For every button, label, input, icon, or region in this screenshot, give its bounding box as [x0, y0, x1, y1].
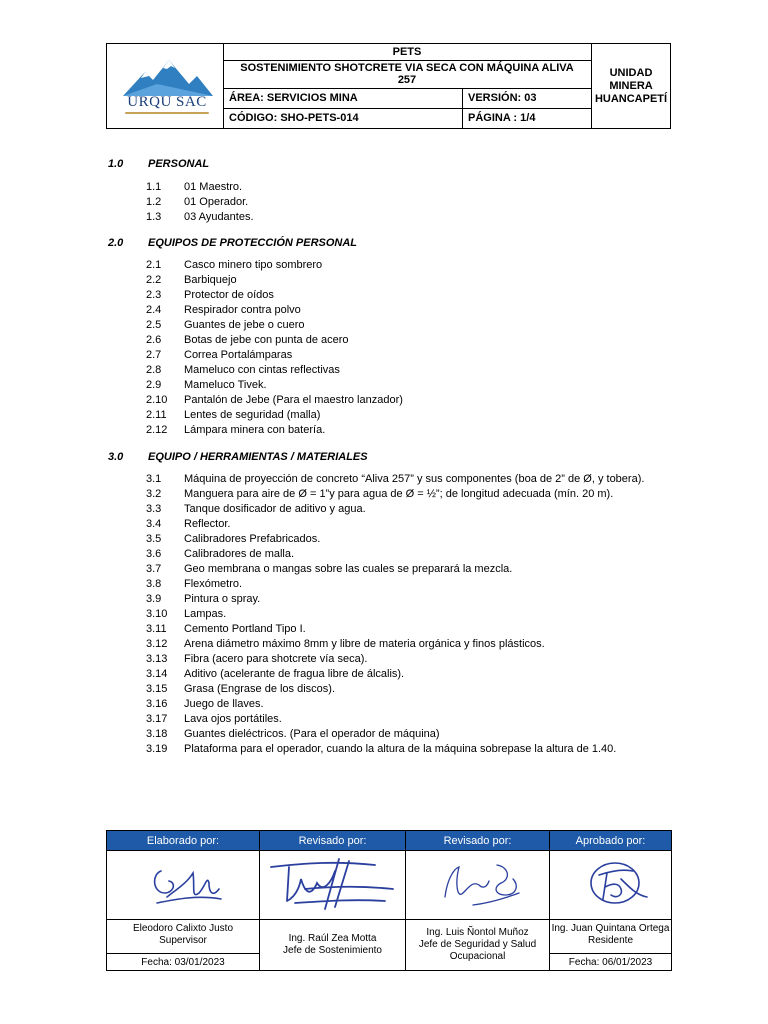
list-item: 1.2 01 Operador.	[146, 196, 249, 208]
section-1-title	[108, 158, 209, 170]
signature-date: Fecha: 03/01/2023	[141, 957, 225, 968]
signer-name: Ing. Juan Quintana Ortega	[551, 923, 670, 934]
signer-name-block	[550, 923, 671, 947]
signature-3-handwriting	[433, 853, 533, 917]
logo-text: URQU SAC	[127, 94, 207, 110]
signer-name: Ing. Luis Ñontol Muñoz	[426, 927, 529, 938]
list-item: 3.3 Tanque dosificador de aditivo y agua.	[146, 503, 366, 515]
list-item: 2.2 Barbiquejo	[146, 274, 237, 286]
list-item: 2.3 Protector de oídos	[146, 289, 274, 301]
document-title: SOSTENIMIENTO SHOTCRETE VIA SECA CON MÁQUINA ALIVA 257	[240, 62, 574, 86]
signature-role-header: Revisado por:	[406, 831, 549, 850]
list-item: 3.19 Plataforma para el operador, cuando la altura de la máquina sobrepase la altura de 1.40.	[146, 743, 617, 755]
section-2-list	[146, 258, 403, 438]
signature-role-header: Revisado por:	[260, 831, 405, 850]
signer-position: Jefe de Seguridad y Salud Ocupacional	[418, 939, 537, 962]
section-number: 2.0	[108, 237, 124, 249]
list-item: 3.15 Grasa (Engrase de los discos).	[146, 683, 336, 695]
section-number: 1.0	[108, 158, 124, 170]
list-item: 1.1 01 Maestro.	[146, 181, 243, 193]
signature-date: Fecha: 06/01/2023	[568, 957, 653, 968]
signer-position: Residente	[587, 935, 634, 946]
area-field: ÁREA: SERVICIOS MINA	[229, 92, 358, 104]
document-type: PETS	[392, 46, 422, 58]
section-3-list	[146, 472, 644, 757]
list-item: 3.9 Pintura o spray.	[146, 593, 261, 605]
page-field: PÁGINA : 1/4	[468, 112, 536, 124]
signer-name: Eleodoro Calixto Justo	[132, 923, 234, 934]
list-item: 3.8 Flexómetro.	[146, 578, 243, 590]
list-item: 3.7 Geo membrana o mangas sobre las cuales se preparará la mezcla.	[146, 563, 513, 575]
document-header	[106, 43, 671, 129]
list-item: 2.5 Guantes de jebe o cuero	[146, 319, 305, 331]
signer-name-block	[406, 927, 549, 963]
list-item: 2.1 Casco minero tipo sombrero	[146, 259, 323, 271]
signer-position: Supervisor	[159, 935, 207, 946]
signature-2-handwriting	[265, 853, 401, 917]
list-item: 1.3 03 Ayudantes.	[146, 211, 254, 223]
list-item: 2.6 Botas de jebe con punta de acero	[146, 334, 349, 346]
logo-underline	[125, 112, 209, 114]
list-item: 3.2 Manguera para aire de Ø = 1”y para agua de Ø = ½”; de longitud adecuada (mín. 20 m).	[146, 488, 614, 500]
section-1-list	[146, 180, 254, 225]
signature-role-header: Aprobado por:	[550, 831, 671, 850]
code-field: CÓDIGO: SHO-PETS-014	[229, 112, 359, 124]
list-item: 3.10 Lampas.	[146, 608, 227, 620]
list-item: 3.6 Calibradores de malla.	[146, 548, 295, 560]
section-heading: EQUIPO / HERRAMIENTAS / MATERIALES	[148, 451, 368, 463]
list-item: 3.13 Fibra (acero para shotcrete vía seca).	[146, 653, 368, 665]
list-item: 3.16 Juego de llaves.	[146, 698, 264, 710]
list-item: 3.1 Máquina de proyección de concreto “Aliva 257” y sus componentes (boa de 2” de Ø, y tobera).	[146, 473, 645, 485]
signature-table	[106, 830, 672, 971]
list-item: 2.4 Respirador contra polvo	[146, 304, 301, 316]
list-item: 2.10 Pantalón de Jebe (Para el maestro lanzador)	[146, 394, 403, 406]
list-item: 3.17 Lava ojos portátiles.	[146, 713, 282, 725]
list-item: 2.7 Correa Portalámparas	[146, 349, 293, 361]
list-item: 2.11 Lentes de seguridad (malla)	[146, 409, 321, 421]
list-item: 3.14 Aditivo (acelerante de fragua libre de álcalis).	[146, 668, 405, 680]
list-item: 3.11 Cemento Portland Tipo I.	[146, 623, 306, 635]
signature-4-handwriting	[577, 853, 657, 917]
section-heading: PERSONAL	[148, 158, 210, 170]
list-item: 3.18 Guantes dieléctricos. (Para el operador de máquina)	[146, 728, 440, 740]
signature-role-header: Elaborado por:	[107, 831, 259, 850]
version-field: VERSIÓN: 03	[468, 92, 537, 104]
signer-name: Ing. Raúl Zea Motta	[288, 933, 377, 944]
list-item: 2.12 Lámpara minera con batería.	[146, 424, 326, 436]
section-3-title	[108, 451, 368, 463]
list-item: 3.5 Calibradores Prefabricados.	[146, 533, 321, 545]
signature-1-handwriting	[147, 853, 227, 917]
list-item: 2.9 Mameluco Tivek.	[146, 379, 267, 391]
list-item: 3.4 Reflector.	[146, 518, 231, 530]
section-2-title	[108, 237, 357, 249]
signer-position: Jefe de Sostenimiento	[283, 945, 382, 956]
section-number: 3.0	[108, 451, 124, 463]
list-item: 3.12 Arena diámetro máximo 8mm y libre de materia orgánica y finos plásticos.	[146, 638, 545, 650]
signer-name-block	[260, 933, 405, 957]
section-heading: EQUIPOS DE PROTECCIÓN PERSONAL	[148, 237, 358, 249]
mining-unit: UNIDAD MINERA HUANCAPETÍ	[594, 66, 668, 105]
list-item: 2.8 Mameluco con cintas reflectivas	[146, 364, 340, 376]
company-logo	[107, 44, 224, 128]
signer-name-block	[107, 923, 259, 947]
